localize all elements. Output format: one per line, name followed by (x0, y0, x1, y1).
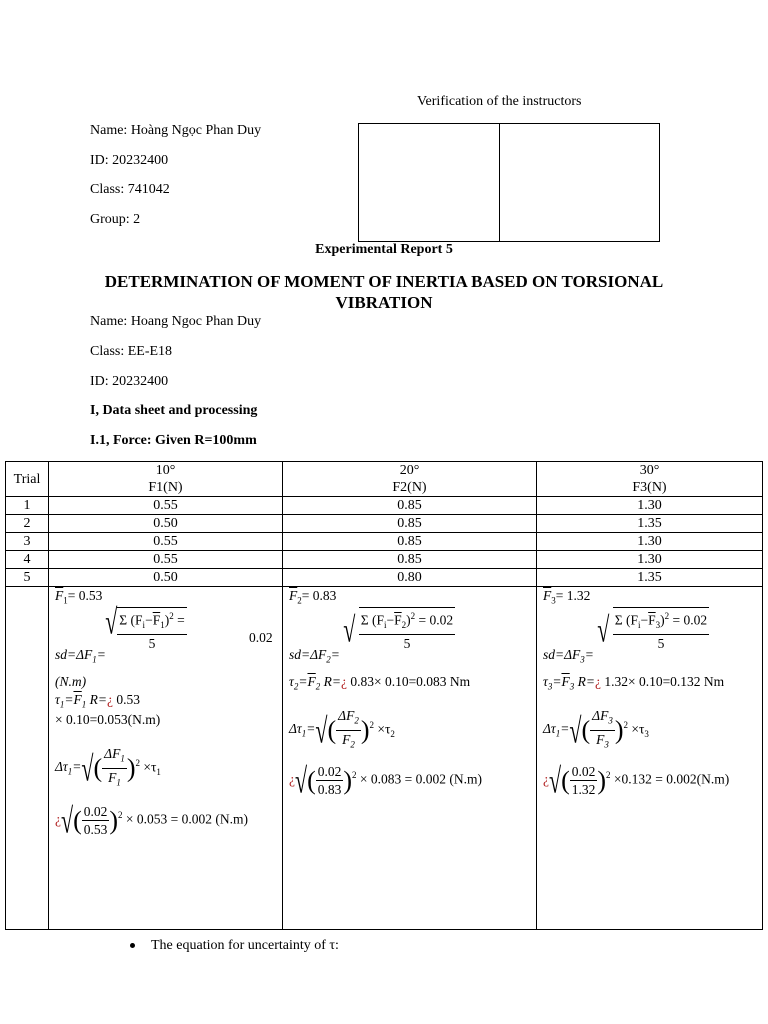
table-row (6, 533, 763, 551)
section-heading: I, Data sheet and processing (90, 403, 258, 418)
student-group: Group: 2 (90, 212, 141, 227)
signature-divider (499, 124, 500, 241)
table-row (6, 515, 763, 533)
uncertainty-bullet (130, 938, 339, 954)
report-title: DETERMINATION OF MOMENT OF INERTIA BASED ON TORSIONAL VIBRATION (104, 272, 664, 312)
f3-cell: 1.35 (537, 569, 763, 587)
f1-cell: 0.50 (49, 569, 283, 587)
table-row (6, 497, 763, 515)
student-name: Name: Hoàng Ngọc Phan Duy (90, 123, 262, 138)
calc-cell-f1: $\overline{F}_1= 0.53$ $sd=\Delta F_1=$ √ $\frac{\Sigma (F_i-\overline{F}_1)^2 =}{5}$ 0.02 (N.m) $\tau_1=\overline{F}_1$ R=¿ 0.53 × 0.10=0.053(N.m) $\Delta\tau_1=√$( $\frac{\Delta F_1}{F_1}$ )$^2 \times\tau_1$ ¿√( $\frac{0.02}{0.53}$ )$^2$ × 0.053 = 0.002 (N.m) (49, 587, 283, 930)
trial-cell: 5 (6, 569, 49, 587)
trial-cell: 3 (6, 533, 49, 551)
f1-cell: 0.55 (49, 497, 283, 515)
trial-cell: 1 (6, 497, 49, 515)
f3-cell: 1.30 (537, 533, 763, 551)
f1-cell: 0.50 (49, 515, 283, 533)
student-id: ID: 20232400 (90, 153, 169, 168)
student-class: Class: 741042 (90, 182, 170, 197)
bullet-icon (130, 943, 135, 948)
subsection-heading: I.1, Force: Given R=100mm (90, 433, 257, 448)
col3-header: 30° F3(N) (537, 462, 763, 497)
bullet-text: The equation for uncertainty of τ: (151, 938, 339, 953)
f1-cell: 0.55 (49, 533, 283, 551)
f3-cell: 1.30 (537, 551, 763, 569)
col2-header: 20° F2(N) (283, 462, 537, 497)
calc-cell-f3: $\overline{F}_3= 1.32$ $sd=\Delta F_3=$ √ $\frac{\Sigma (F_i-\overline{F}_3)^2 = 0.02}{5}$ $\tau_3=\overline{F}_3$ R=¿ 1.32× 0.10=0.132 Nm $\Delta\tau_1=√$( $\frac{\Delta F_3}{F_3}$ )$^2 \times\tau_3$ ¿√( $\frac{0.02}{1.32}$ )$^2$ ×0.132 = 0.002(N.m) (537, 587, 763, 930)
f1-cell: 0.55 (49, 551, 283, 569)
f3-cell: 1.30 (537, 497, 763, 515)
instructor-signature-box (358, 123, 660, 242)
f2-cell: 0.80 (283, 569, 537, 587)
trial-cell: 4 (6, 551, 49, 569)
f2-cell: 0.85 (283, 533, 537, 551)
report-class: Class: EE-E18 (90, 344, 173, 359)
verification-label: Verification of the instructors (417, 94, 582, 109)
calc-empty-cell (6, 587, 49, 930)
col1-header: 10° F1(N) (49, 462, 283, 497)
report-number: Experimental Report 5 (315, 242, 453, 257)
trial-header: Trial (6, 462, 49, 497)
table-row (6, 551, 763, 569)
trial-cell: 2 (6, 515, 49, 533)
report-id: ID: 20232400 (90, 374, 169, 389)
report-name: Name: Hoang Ngoc Phan Duy (90, 314, 262, 329)
table-row (6, 569, 763, 587)
f2-cell: 0.85 (283, 497, 537, 515)
calc-cell-f2: $\overline{F}_2= 0.83$ $sd=\Delta F_2=$ √ $\frac{\Sigma (F_i-\overline{F}_2)^2 = 0.02}{5}$ $\tau_2=\overline{F}_2$ R=¿ 0.83× 0.10=0.083 Nm $\Delta\tau_1=√$( $\frac{\Delta F_2}{F_2}$ )$^2 \times\tau_2$ ¿√( $\frac{0.02}{0.83}$ )$^2$ × 0.083 = 0.002 (N.m) (283, 587, 537, 930)
f3-cell: 1.35 (537, 515, 763, 533)
f2-cell: 0.85 (283, 515, 537, 533)
f2-cell: 0.85 (283, 551, 537, 569)
force-data-table (5, 461, 763, 930)
